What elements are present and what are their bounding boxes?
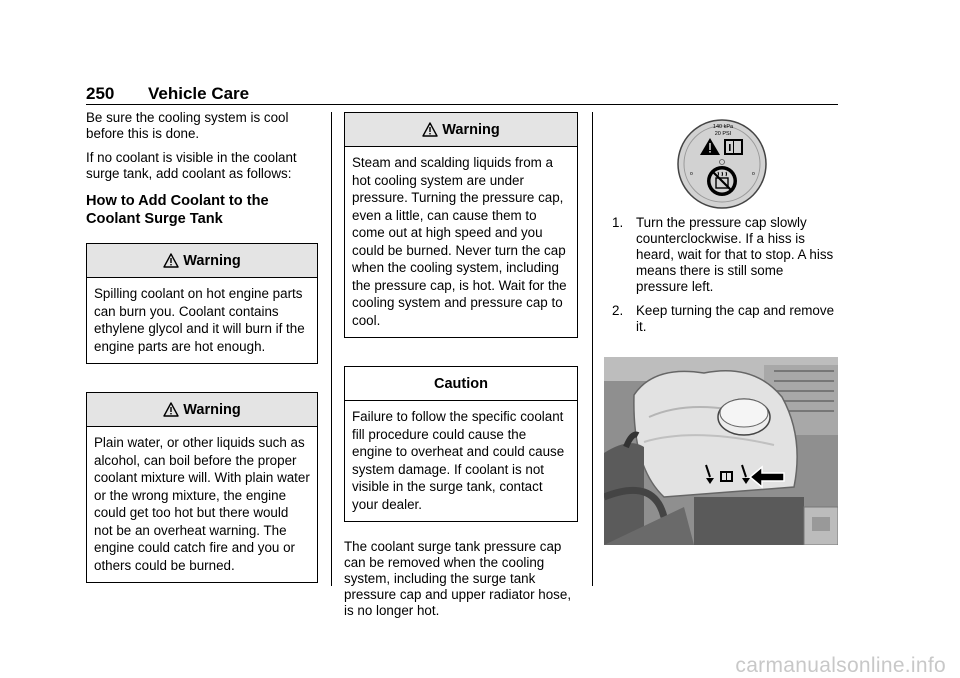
column-2 bbox=[344, 112, 578, 619]
warning-box-spilling bbox=[86, 243, 318, 364]
warning-title: Warning bbox=[183, 252, 241, 269]
warning-header bbox=[87, 393, 317, 427]
section-heading: How to Add Coolant to the Coolant Surge Tank bbox=[86, 193, 269, 227]
cap-kpa-label: 140 kPa bbox=[712, 124, 734, 130]
step-item: 2. Keep turning the cap and remove it. bbox=[612, 303, 835, 334]
intro-paragraph: Be sure the cooling system is cool before this is done. bbox=[86, 110, 289, 141]
watermark: carmanualsonline.info bbox=[735, 654, 946, 677]
warning-icon bbox=[163, 402, 179, 417]
warning-box-plain-water bbox=[86, 392, 318, 583]
warning-header bbox=[87, 244, 317, 278]
svg-text:o: o bbox=[752, 171, 755, 177]
caution-body: Failure to follow the specific coolant fill procedure could cause the engine to overheat and could cause system damage. If coolant is not visible in the surge tank, contact your dealer. bbox=[352, 409, 565, 512]
manual-book-icon bbox=[720, 471, 733, 482]
pressure-cap-illustration bbox=[676, 118, 768, 210]
cap-psi-label: 20 PSI bbox=[714, 131, 732, 137]
caution-header bbox=[345, 367, 577, 401]
manual-book-icon bbox=[724, 139, 743, 155]
column-divider-left bbox=[331, 112, 332, 586]
warning-header bbox=[345, 113, 577, 147]
section-title: Vehicle Care bbox=[148, 84, 250, 103]
warning-body: Spilling coolant on hot engine parts can burn you. Coolant contains ethylene glycol and it will burn if the engine parts are hot enough. bbox=[94, 286, 305, 354]
warning-body: Plain water, or other liquids such as alcohol, can boil before the proper coolant mixture will. With plain water or the wrong mixture, the engine could get too hot but there would not be an overheat warning. The engine could catch fire and you or others could be burned. bbox=[94, 435, 310, 573]
warning-title: Warning bbox=[183, 401, 241, 418]
warning-body: Steam and scalding liquids from a hot cooling system are under pressure. Turning the pressure cap, even a little, can cause them to come out at high speed and you could be burned. Never turn the cap when the cooling system, including the pressure cap, is hot. Wait for the cooling system and pressure cap to cool. bbox=[352, 155, 567, 328]
warning-icon bbox=[422, 122, 438, 137]
pressure-cap-paragraph: The coolant surge tank pressure cap can be removed when the cooling system, including the surge tank pressure cap and upper radiator hose, is no longer hot. bbox=[344, 539, 572, 618]
coolant-paragraph: If no coolant is visible in the coolant surge tank, add coolant as follows: bbox=[86, 150, 297, 181]
engine-bay-photo bbox=[604, 357, 838, 545]
no-open-hot-icon bbox=[707, 166, 737, 196]
caution-box bbox=[344, 366, 578, 522]
warning-icon bbox=[163, 253, 179, 268]
warning-box-steam bbox=[344, 112, 578, 338]
page-number: 250 bbox=[86, 84, 115, 103]
page-header bbox=[86, 84, 838, 106]
step-item: 1. Turn the pressure cap slowly counterclockwise. If a hiss is heard, wait for that to stop. A hiss means there is still some pressure left. bbox=[612, 215, 834, 294]
caution-title: Caution bbox=[434, 375, 488, 392]
column-3 bbox=[612, 112, 838, 545]
svg-text:o: o bbox=[690, 171, 693, 177]
warning-title: Warning bbox=[442, 121, 500, 138]
cap-removal-steps bbox=[612, 215, 838, 335]
column-1 bbox=[86, 110, 318, 583]
header-rule bbox=[86, 104, 838, 105]
column-divider-right bbox=[592, 112, 593, 586]
